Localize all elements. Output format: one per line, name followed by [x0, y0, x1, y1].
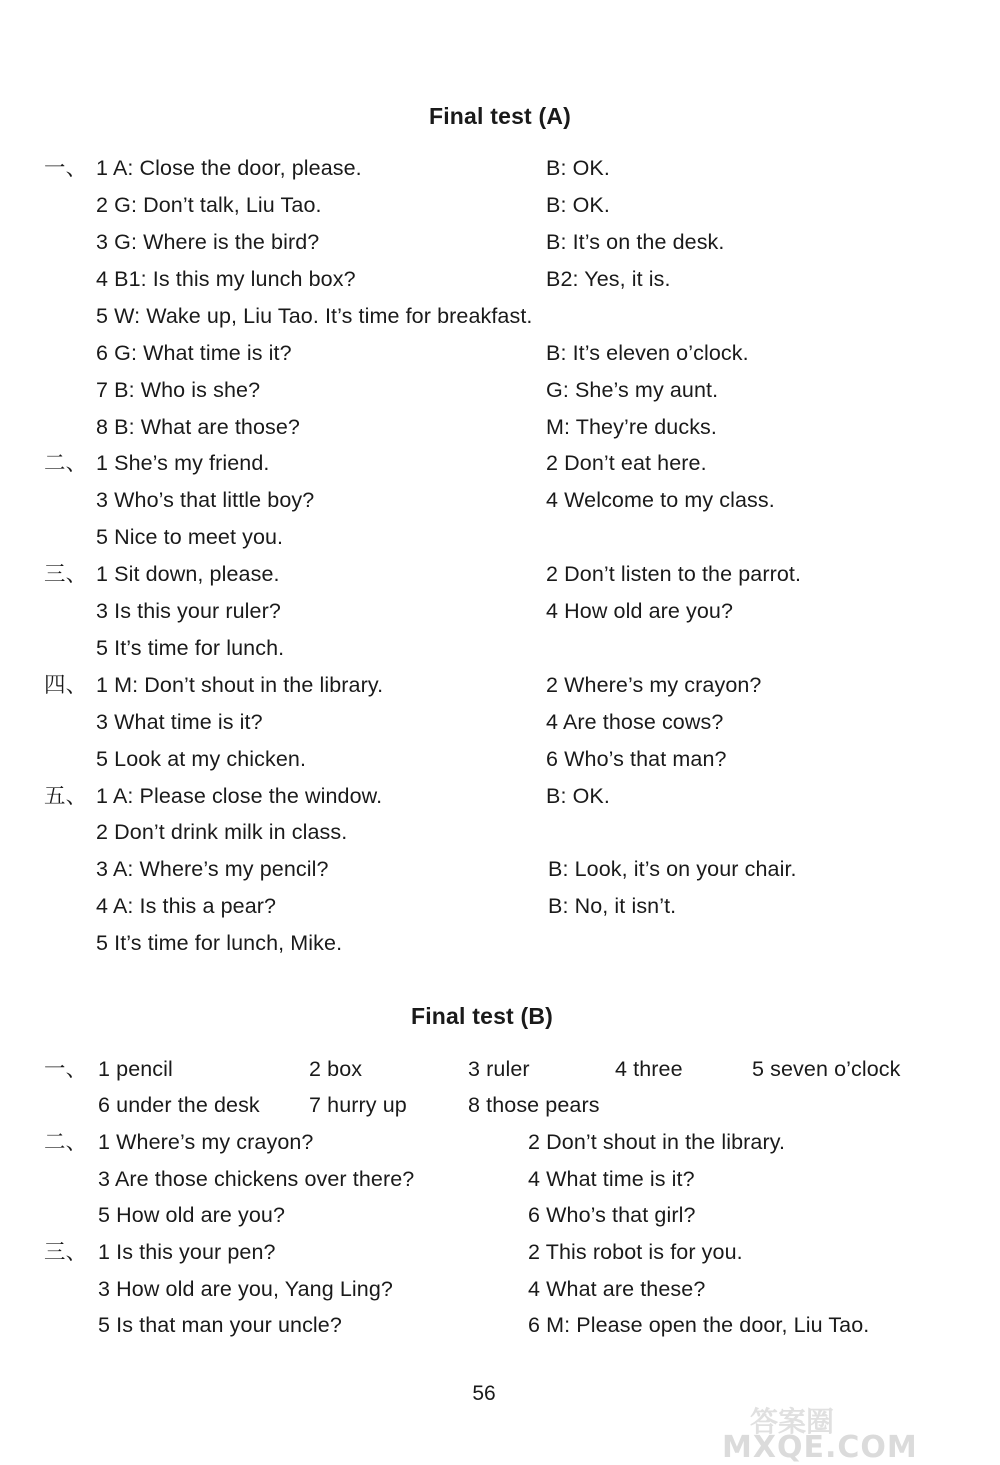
answer-line: 2 G: Don’t talk, Liu Tao. [96, 193, 322, 217]
answer-line: 3 G: Where is the bird? [96, 230, 320, 254]
section-marker: 一、 [44, 1057, 88, 1081]
answer-line: 8 B: What are those? [96, 415, 300, 439]
section-marker: 二、 [44, 451, 88, 475]
word-answer: 6 under the desk [98, 1093, 260, 1117]
answer-line: 3 Are those chickens over there? [98, 1167, 415, 1191]
watermark-logo: 答案圈 [750, 1405, 835, 1438]
answer-line: 4 What time is it? [528, 1167, 695, 1191]
section-marker: 三、 [44, 1240, 88, 1264]
section-marker: 三、 [44, 562, 88, 586]
answer-line: 5 Is that man your uncle? [98, 1313, 342, 1337]
answer-line: 7 B: Who is she? [96, 378, 261, 402]
answer-line: 3 Is this your ruler? [96, 599, 281, 623]
answer-line: 1 Is this your pen? [98, 1240, 276, 1264]
answer-line: B: It’s on the desk. [546, 230, 725, 254]
answer-line: 2 Don’t listen to the parrot. [546, 562, 802, 586]
word-answer: 8 those pears [468, 1093, 600, 1117]
answer-line: G: She’s my aunt. [546, 378, 719, 402]
answer-line: 1 A: Please close the window. [96, 784, 383, 808]
answer-line: 4 How old are you? [546, 599, 734, 623]
section-title-b: Final test (B) [410, 1003, 554, 1029]
answer-line: 2 Where’s my crayon? [546, 673, 762, 697]
answer-line: 5 It’s time for lunch. [96, 636, 285, 660]
answer-line: 6 G: What time is it? [96, 341, 292, 365]
word-answer: 1 pencil [98, 1057, 173, 1081]
answer-line: M: They’re ducks. [546, 415, 717, 439]
answer-line: 4 Welcome to my class. [546, 488, 775, 512]
answer-line: 5 Nice to meet you. [96, 525, 284, 549]
answer-line: 5 It’s time for lunch, Mike. [96, 931, 343, 955]
watermark-text: MXQE.COM [722, 1430, 918, 1465]
answer-line: B2: Yes, it is. [546, 267, 671, 291]
word-answer: 7 hurry up [309, 1093, 407, 1117]
answer-line: 2 Don’t eat here. [546, 451, 707, 475]
watermark [722, 1400, 992, 1465]
word-answer: 3 ruler [468, 1057, 530, 1081]
answer-line: 1 Where’s my crayon? [98, 1130, 314, 1154]
answer-line: 2 Don’t shout in the library. [528, 1130, 786, 1154]
answer-line: 5 How old are you? [98, 1203, 286, 1227]
answer-line: B: No, it isn’t. [548, 894, 677, 918]
answer-line: 5 W: Wake up, Liu Tao. It’s time for breakfast. [96, 304, 533, 328]
answer-line: 2 Don’t drink milk in class. [96, 820, 348, 844]
answer-line: 1 Sit down, please. [96, 562, 280, 586]
answer-line: B: It’s eleven o’clock. [546, 341, 749, 365]
section-marker: 一、 [44, 156, 88, 180]
answer-line: 4 What are these? [528, 1277, 706, 1301]
word-answer: 2 box [309, 1057, 363, 1081]
answer-line: 6 Who’s that girl? [528, 1203, 696, 1227]
page-number: 56 [472, 1382, 496, 1405]
answer-line: 4 Are those cows? [546, 710, 724, 734]
section-marker: 二、 [44, 1130, 88, 1154]
answer-line: 2 This robot is for you. [528, 1240, 743, 1264]
answer-line: 3 How old are you, Yang Ling? [98, 1277, 393, 1301]
answer-line: 3 What time is it? [96, 710, 263, 734]
answer-line: 5 Look at my chicken. [96, 747, 307, 771]
answer-line: 6 M: Please open the door, Liu Tao. [528, 1313, 870, 1337]
word-answer: 5 seven o’clock [752, 1057, 901, 1081]
answer-line: 4 B1: Is this my lunch box? [96, 267, 356, 291]
section-marker: 四、 [44, 673, 88, 697]
answer-line: 1 A: Close the door, please. [96, 156, 362, 180]
answer-line: 6 Who’s that man? [546, 747, 727, 771]
section-title-a: Final test (A) [428, 103, 572, 129]
word-answer: 4 three [615, 1057, 683, 1081]
answer-line: 3 Who’s that little boy? [96, 488, 315, 512]
answer-line: B: OK. [546, 193, 610, 217]
answer-line: B: OK. [546, 784, 610, 808]
answer-line: 1 M: Don’t shout in the library. [96, 673, 384, 697]
answer-line: B: OK. [546, 156, 610, 180]
answer-line: 1 She’s my friend. [96, 451, 270, 475]
answer-line: B: Look, it’s on your chair. [548, 857, 797, 881]
answer-line: 4 A: Is this a pear? [96, 894, 277, 918]
answer-line: 3 A: Where’s my pencil? [96, 857, 329, 881]
section-marker: 五、 [44, 784, 88, 808]
